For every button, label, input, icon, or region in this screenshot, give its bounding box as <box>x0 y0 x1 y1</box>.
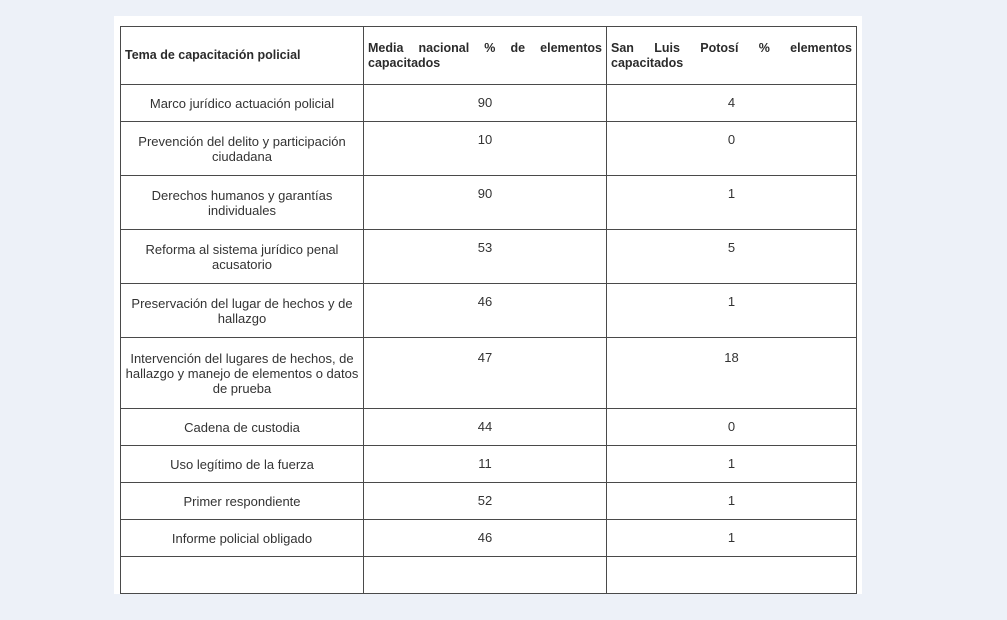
topic-cell: Primer respondiente <box>121 483 364 520</box>
topic-cell: Derechos humanos y garantías individuales <box>121 176 364 230</box>
topic-cell: Uso legítimo de la fuerza <box>121 446 364 483</box>
table-row <box>121 483 857 520</box>
empty-cell <box>607 557 857 594</box>
header-topic: Tema de capacitación policial <box>121 27 364 85</box>
topic-cell: Reforma al sistema jurídico penal acusatorio <box>121 230 364 284</box>
national-cell: 52 <box>364 483 607 520</box>
topic-cell: Intervención del lugares de hechos, de hallazgo y manejo de elementos o datos de prueba <box>121 338 364 409</box>
national-cell: 44 <box>364 409 607 446</box>
topic-cell: Prevención del delito y participación ciudadana <box>121 122 364 176</box>
slp-cell: 4 <box>607 85 857 122</box>
slp-cell: 1 <box>607 284 857 338</box>
topic-cell: Preservación del lugar de hechos y de hallazgo <box>121 284 364 338</box>
header-slp: San Luis Potosí % elementos capacitados <box>607 27 857 85</box>
table-row <box>121 122 857 176</box>
table-row <box>121 520 857 557</box>
table-row <box>121 284 857 338</box>
topic-cell: Informe policial obligado <box>121 520 364 557</box>
table-row <box>121 85 857 122</box>
national-cell: 53 <box>364 230 607 284</box>
header-national: Media nacional % de elementos capacitados <box>364 27 607 85</box>
national-cell: 90 <box>364 85 607 122</box>
slp-cell: 1 <box>607 176 857 230</box>
national-cell: 11 <box>364 446 607 483</box>
national-cell: 90 <box>364 176 607 230</box>
national-cell: 46 <box>364 520 607 557</box>
national-cell: 10 <box>364 122 607 176</box>
topic-cell: Marco jurídico actuación policial <box>121 85 364 122</box>
empty-cell <box>121 557 364 594</box>
national-cell: 47 <box>364 338 607 409</box>
document-panel <box>114 16 862 594</box>
table-row <box>121 446 857 483</box>
table-row <box>121 176 857 230</box>
empty-cell <box>364 557 607 594</box>
training-table <box>120 26 857 594</box>
slp-cell: 0 <box>607 122 857 176</box>
topic-cell: Cadena de custodia <box>121 409 364 446</box>
table-header-row <box>121 27 857 85</box>
table-row <box>121 409 857 446</box>
slp-cell: 1 <box>607 483 857 520</box>
national-cell: 46 <box>364 284 607 338</box>
slp-cell: 18 <box>607 338 857 409</box>
slp-cell: 5 <box>607 230 857 284</box>
table-row <box>121 338 857 409</box>
table-row <box>121 230 857 284</box>
slp-cell: 0 <box>607 409 857 446</box>
empty-row <box>121 557 857 594</box>
slp-cell: 1 <box>607 446 857 483</box>
slp-cell: 1 <box>607 520 857 557</box>
